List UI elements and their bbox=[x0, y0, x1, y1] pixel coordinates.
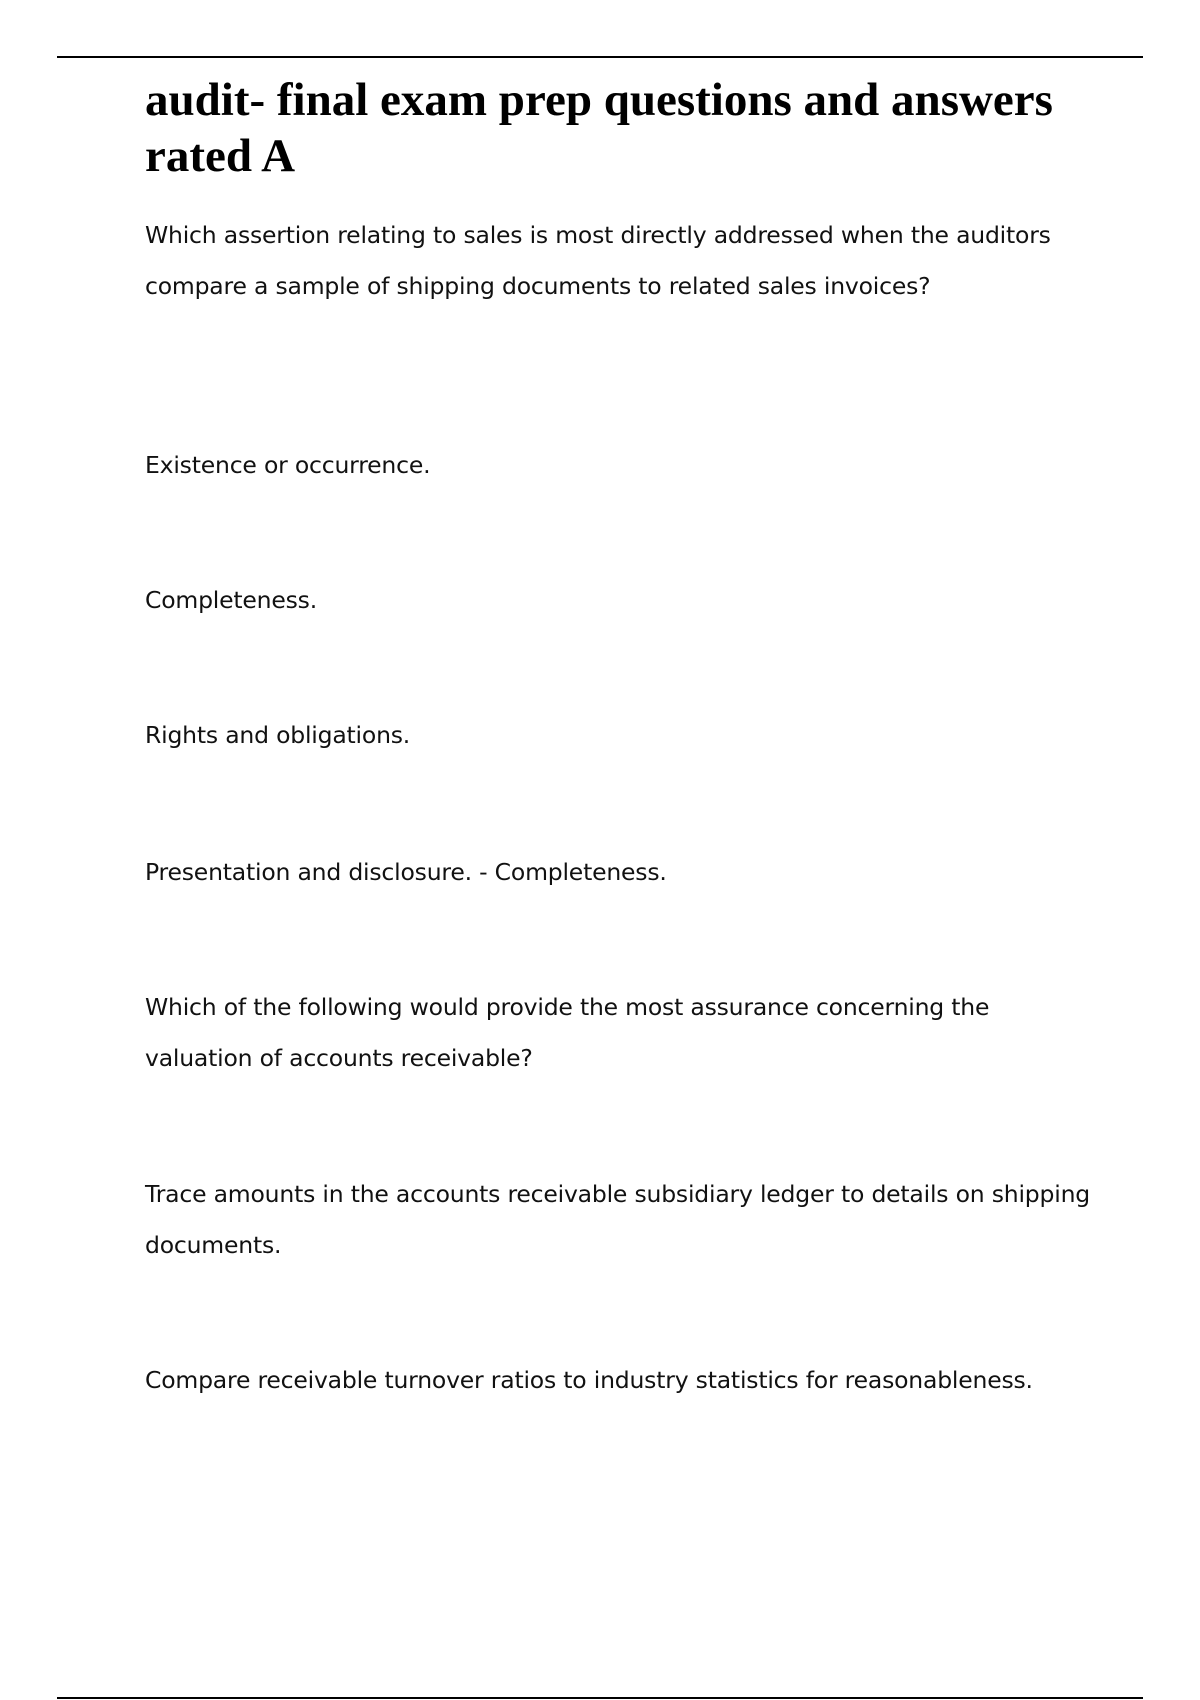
question-1-option-4-answer: Presentation and disclosure. - Completeness. bbox=[145, 858, 667, 886]
footer-rule bbox=[57, 1697, 1143, 1699]
question-1-option-2: Completeness. bbox=[145, 586, 317, 614]
question-2-option-1: Trace amounts in the accounts receivable subsidiary ledger to details on shipping documents. bbox=[145, 1180, 1090, 1259]
document-body bbox=[145, 72, 1105, 1394]
header-rule bbox=[57, 56, 1143, 58]
document-title: audit- final exam prep questions and answers rated A bbox=[145, 74, 1053, 182]
question-2-option-2: Compare receivable turnover ratios to industry statistics for reasonableness. bbox=[145, 1366, 1033, 1394]
question-1-option-3: Rights and obligations. bbox=[145, 721, 411, 749]
question-1-option-1: Existence or occurrence. bbox=[145, 451, 431, 479]
question-1-text: Which assertion relating to sales is most directly addressed when the auditors compare a sample of shipping documents to related sales invoices? bbox=[145, 221, 1051, 300]
question-2-text: Which of the following would provide the most assurance concerning the valuation of accounts receivable? bbox=[145, 993, 990, 1072]
